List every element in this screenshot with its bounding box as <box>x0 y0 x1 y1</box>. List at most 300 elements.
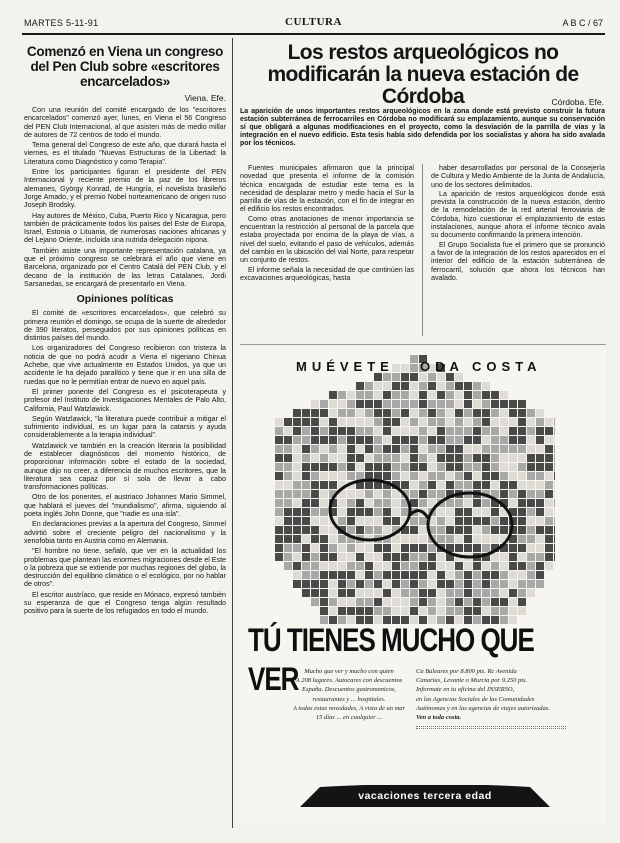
collage-tile <box>392 472 400 480</box>
collage-tile <box>302 589 310 597</box>
collage-tile <box>554 544 555 552</box>
collage-tile <box>536 544 544 552</box>
ad-line: Autónomas y en las agencias de viajes autorizadas. <box>416 704 550 712</box>
collage-tile <box>455 517 463 525</box>
collage-tile <box>500 490 508 498</box>
collage-tile <box>401 544 409 552</box>
collage-tile <box>374 571 382 579</box>
collage-tile <box>509 472 517 480</box>
collage-tile <box>338 562 346 570</box>
collage-tile <box>338 517 346 525</box>
collage-tile <box>545 544 553 552</box>
collage-tile <box>392 409 400 417</box>
collage-tile <box>545 445 553 453</box>
collage-tile <box>275 427 283 435</box>
collage-tile <box>455 535 463 543</box>
collage-tile <box>275 436 283 444</box>
collage-tile <box>356 463 364 471</box>
collage-tile <box>482 517 490 525</box>
collage-tile <box>437 580 445 588</box>
collage-tile <box>536 418 544 426</box>
collage-tile <box>356 544 364 552</box>
collage-tile <box>311 535 319 543</box>
collage-tile <box>500 391 508 399</box>
collage-tile <box>482 535 490 543</box>
collage-tile <box>410 589 418 597</box>
collage-tile <box>401 409 409 417</box>
collage-tile <box>545 436 553 444</box>
collage-tile <box>473 409 481 417</box>
collage-tile <box>347 409 355 417</box>
collage-tile <box>347 454 355 462</box>
collage-tile <box>356 607 364 615</box>
collage-tile <box>365 607 373 615</box>
collage-tile <box>554 553 555 561</box>
collage-tile <box>491 400 499 408</box>
collage-tile <box>518 580 526 588</box>
collage-tile <box>374 382 382 390</box>
collage-tile <box>347 418 355 426</box>
collage-tile <box>428 607 436 615</box>
main-article-title: Los restos arqueológicos no modificarán la nueva estación de Córdoba <box>267 41 579 108</box>
ad-footer-text: vacaciones tercera edad <box>358 790 492 802</box>
collage-tile <box>446 454 454 462</box>
collage-tile <box>446 607 454 615</box>
main-paragraph: La aparición de restos arqueológicos donde está prevista la construcción de la nueva estación, dentro de la remodelación de la red arterial ferroviaria de Córdoba, hizo cuestionar el emplazamiento de estas instalaciones, aunque ahora el informe técnico avala su documento confirmando la primera intención. <box>431 189 605 240</box>
ad-column-left <box>284 667 414 722</box>
collage-tile <box>527 571 535 579</box>
collage-tile <box>374 562 382 570</box>
collage-tile <box>554 445 555 453</box>
collage-tile <box>527 463 535 471</box>
collage-tile <box>329 589 337 597</box>
collage-tile <box>302 445 310 453</box>
collage-tile <box>320 508 328 516</box>
collage-tile <box>500 607 508 615</box>
left-paragraph: "El hombre no tiene, señaló, que ver en la actualidad los problemas que plantean las enormes migraciones desde el Este o la pobreza que se extiende por muchas regiones del globo, la destrucción del equilibrio climático o el ecológico, por no hablar de otros". <box>24 547 226 589</box>
collage-tile <box>419 589 427 597</box>
main-paragraph: El Grupo Socialista fue el primero que se pronunció a favor de la integración de los restos aparecidos en el interior del edificio de la estación subterránea de ferrocarril, solución que ahora los técnicos han avalado. <box>431 240 605 282</box>
article-column-rule <box>422 164 423 336</box>
collage-tile <box>554 517 555 525</box>
collage-tile <box>383 589 391 597</box>
left-paragraph: Watzlawick ve también en la creación literaria la posibilidad de establecer diagnósticos del momento histórico, de proporcionar información sobre el estado de la sociedad, aunque dijo no creer, a diferencia de muchos escritores, que la literatura sea capaz por sí sola de llevar a cabo transformaciones políticas. <box>24 441 226 492</box>
collage-tile <box>302 571 310 579</box>
collage-tile <box>338 508 346 516</box>
collage-tile <box>500 463 508 471</box>
collage-tile <box>284 481 292 489</box>
collage-tile <box>410 427 418 435</box>
left-paragraph: En declaraciones previas a la apertura del Congreso, Simmel advirtió sobre el creciente peligro del nacionalismo y la xenofobia tanto en Austria como en Alemania. <box>24 520 226 545</box>
collage-tile <box>455 391 463 399</box>
collage-tile <box>446 481 454 489</box>
collage-tile <box>455 409 463 417</box>
collage-tile <box>527 562 535 570</box>
collage-tile <box>392 373 400 381</box>
left-article-byline: Viena. Efe. <box>184 93 226 103</box>
collage-tile <box>491 553 499 561</box>
collage-tile <box>554 526 555 534</box>
collage-tile <box>473 598 481 606</box>
collage-tile <box>428 544 436 552</box>
collage-tile <box>365 490 373 498</box>
collage-tile <box>428 580 436 588</box>
collage-tile <box>437 562 445 570</box>
collage-tile <box>392 490 400 498</box>
collage-tile <box>428 562 436 570</box>
collage-tile <box>338 472 346 480</box>
collage-tile <box>446 391 454 399</box>
left-paragraph: Tema general del Congreso de este año, que durará hasta el viernes, es el titulado "Nuevas Estructuras de la Libertad: la Literatura como Diagnóstico y como Terapia". <box>24 141 226 166</box>
collage-tile <box>464 436 472 444</box>
collage-tile <box>329 598 337 606</box>
collage-tile <box>374 553 382 561</box>
collage-tile <box>509 598 517 606</box>
collage-tile <box>509 589 517 597</box>
collage-tile <box>545 481 553 489</box>
column-divider <box>232 38 233 828</box>
collage-tile <box>482 598 490 606</box>
collage-tile <box>383 445 391 453</box>
collage-tile <box>410 391 418 399</box>
collage-tile <box>401 535 409 543</box>
collage-tile <box>455 463 463 471</box>
collage-tile <box>383 571 391 579</box>
section-name: CULTURA <box>285 16 342 28</box>
collage-tile <box>545 517 553 525</box>
collage-tile <box>446 517 454 525</box>
collage-tile <box>437 553 445 561</box>
collage-tile <box>446 445 454 453</box>
collage-tile <box>356 409 364 417</box>
collage-tile <box>527 490 535 498</box>
collage-tile <box>365 454 373 462</box>
ad-footer-label-wrap <box>300 785 550 807</box>
main-paragraph: Como otras anotaciones de menor importancia se encuentran la restricción al personal de la parcela que estaba proyectada por encima de la playa de vías, a nivel del suelo, evitando el paso de vehículos, además del cambio en la ubicación del vial Norte, para respetar un conjunto de restos. <box>240 214 414 265</box>
collage-tile <box>518 571 526 579</box>
collage-tile <box>392 571 400 579</box>
collage-tile <box>473 580 481 588</box>
collage-tile <box>536 436 544 444</box>
collage-tile <box>338 454 346 462</box>
collage-tile <box>464 535 472 543</box>
collage-tile <box>482 427 490 435</box>
collage-tile <box>527 472 535 480</box>
collage-tile <box>509 400 517 408</box>
collage-tile <box>536 463 544 471</box>
collage-tile <box>365 436 373 444</box>
collage-tile <box>347 526 355 534</box>
collage-tile <box>482 454 490 462</box>
left-subhead: Opiniones políticas <box>76 293 174 306</box>
collage-tile <box>383 382 391 390</box>
collage-tile <box>284 544 292 552</box>
collage-tile <box>446 472 454 480</box>
collage-tile <box>338 544 346 552</box>
collage-tile <box>356 508 364 516</box>
collage-tile <box>554 508 555 516</box>
collage-tile <box>419 562 427 570</box>
left-article <box>24 40 226 618</box>
collage-tile <box>473 517 481 525</box>
collage-tile <box>509 562 517 570</box>
collage-tile <box>320 544 328 552</box>
collage-tile <box>365 427 373 435</box>
main-paragraph: El informe señala la necesidad de que continúen las excavaciones arqueológicas, hasta <box>240 265 414 282</box>
collage-tile <box>554 499 555 507</box>
collage-tile <box>518 607 526 615</box>
collage-tile <box>527 427 535 435</box>
collage-tile <box>428 382 436 390</box>
collage-tile <box>320 607 328 615</box>
collage-tile <box>446 373 454 381</box>
collage-tile <box>509 544 517 552</box>
collage-tile <box>419 607 427 615</box>
ad-line: Informate en tu oficina del INSERSO, <box>416 686 515 694</box>
collage-tile <box>437 589 445 597</box>
collage-tile <box>482 445 490 453</box>
collage-tile <box>491 607 499 615</box>
collage-tile <box>356 589 364 597</box>
collage-tile <box>311 589 319 597</box>
collage-tile <box>356 499 364 507</box>
collage-tile <box>527 589 535 597</box>
collage-tile <box>329 472 337 480</box>
ad-line: 15 días ... en cualquier ... <box>315 714 383 722</box>
collage-tile <box>536 508 544 516</box>
collage-tile <box>275 535 283 543</box>
collage-tile <box>356 427 364 435</box>
collage-tile <box>419 598 427 606</box>
collage-tile <box>374 607 382 615</box>
collage-tile <box>311 418 319 426</box>
collage-tile <box>518 535 526 543</box>
collage-tile <box>464 580 472 588</box>
collage-tile <box>500 517 508 525</box>
collage-tile <box>293 436 301 444</box>
collage-tile <box>311 580 319 588</box>
collage-tile <box>437 400 445 408</box>
collage-tile <box>392 607 400 615</box>
collage-tile <box>401 436 409 444</box>
collage-tile <box>347 589 355 597</box>
collage-tile <box>527 508 535 516</box>
collage-tile <box>500 481 508 489</box>
collage-tile <box>329 535 337 543</box>
collage-tile <box>428 490 436 498</box>
collage-tile <box>428 391 436 399</box>
collage-tile <box>365 508 373 516</box>
collage-tile <box>302 481 310 489</box>
collage-tile <box>419 463 427 471</box>
collage-tile <box>311 436 319 444</box>
collage-tile <box>302 562 310 570</box>
collage-tile <box>401 571 409 579</box>
collage-tile <box>329 571 337 579</box>
collage-tile <box>437 490 445 498</box>
collage-tile <box>401 553 409 561</box>
collage-tile <box>518 589 526 597</box>
collage-tile <box>410 517 418 525</box>
collage-tile <box>275 445 283 453</box>
collage-tile <box>293 517 301 525</box>
collage-tile <box>446 589 454 597</box>
collage-tile <box>347 544 355 552</box>
collage-tile <box>428 454 436 462</box>
collage-tile <box>284 517 292 525</box>
collage-tile <box>383 490 391 498</box>
collage-tile <box>311 526 319 534</box>
collage-tile <box>482 607 490 615</box>
collage-tile <box>473 391 481 399</box>
collage-tile <box>527 445 535 453</box>
collage-tile <box>383 562 391 570</box>
collage-tile <box>383 544 391 552</box>
collage-tile <box>437 409 445 417</box>
collage-tile <box>518 427 526 435</box>
collage-tile <box>320 445 328 453</box>
collage-tile <box>446 499 454 507</box>
collage-tile <box>383 580 391 588</box>
collage-tile <box>545 454 553 462</box>
left-paragraph: También asiste una importante representación catalana, ya que el próximo congreso se celebrará el año que viene en Barcelona, organizado por el Centro Català del PEN Club, y el decano de la institución de las letras Catalanes, Jordi Sarsanedas, se encargará de presentarlo en Viena. <box>24 246 226 288</box>
collage-tile <box>509 427 517 435</box>
collage-tile <box>311 454 319 462</box>
collage-tile <box>347 580 355 588</box>
collage-tile <box>338 589 346 597</box>
collage-tile <box>338 418 346 426</box>
collage-tile <box>419 490 427 498</box>
ad-line: en las Agencias Sociales de las Comunidades <box>416 695 535 703</box>
collage-tile <box>284 418 292 426</box>
collage-tile <box>419 472 427 480</box>
collage-tile <box>356 526 364 534</box>
collage-tile <box>320 400 328 408</box>
collage-tile <box>518 499 526 507</box>
collage-tile <box>284 508 292 516</box>
collage-tile <box>509 409 517 417</box>
collage-tile <box>374 544 382 552</box>
collage-tile <box>311 553 319 561</box>
collage-tile <box>428 445 436 453</box>
collage-tile <box>491 454 499 462</box>
collage-tile <box>356 517 364 525</box>
collage-tile <box>320 409 328 417</box>
collage-tile <box>491 598 499 606</box>
collage-tile <box>410 400 418 408</box>
collage-tile <box>392 499 400 507</box>
left-paragraph: El escritor austríaco, que reside en Mónaco, expresó también su esperanza de que el Congreso tenga algún resultado positivo para la suerte de los refugiados en todo el mundo. <box>24 590 226 616</box>
collage-tile <box>464 517 472 525</box>
collage-tile <box>446 508 454 516</box>
collage-tile <box>527 580 535 588</box>
collage-tile <box>410 526 418 534</box>
collage-tile <box>509 490 517 498</box>
collage-tile <box>527 481 535 489</box>
collage-tile <box>518 463 526 471</box>
ad-photo-collage <box>275 355 555 625</box>
collage-tile <box>410 571 418 579</box>
collage-tile <box>329 481 337 489</box>
collage-tile <box>320 517 328 525</box>
collage-tile <box>455 373 463 381</box>
collage-tile <box>545 463 553 471</box>
collage-tile <box>500 454 508 462</box>
collage-tile <box>284 535 292 543</box>
collage-tile <box>410 373 418 381</box>
collage-tile <box>536 535 544 543</box>
collage-tile <box>509 553 517 561</box>
ad-form-line <box>416 726 566 727</box>
collage-tile <box>302 472 310 480</box>
collage-tile <box>383 391 391 399</box>
collage-tile <box>482 400 490 408</box>
collage-tile <box>401 373 409 381</box>
collage-tile <box>464 481 472 489</box>
collage-tile <box>302 454 310 462</box>
collage-tile <box>347 463 355 471</box>
collage-tile <box>446 580 454 588</box>
collage-tile <box>545 526 553 534</box>
collage-tile <box>455 445 463 453</box>
collage-tile <box>293 418 301 426</box>
collage-tile <box>419 436 427 444</box>
collage-tile <box>536 526 544 534</box>
collage-tile <box>356 445 364 453</box>
ad-line: A todas estas novedades, A vista de un mar <box>292 704 406 712</box>
collage-tile <box>374 427 382 435</box>
collage-tile <box>401 580 409 588</box>
collage-tile <box>536 445 544 453</box>
collage-tile <box>500 598 508 606</box>
collage-tile <box>464 472 472 480</box>
collage-tile <box>419 391 427 399</box>
collage-tile <box>518 445 526 453</box>
collage-tile <box>473 526 481 534</box>
collage-tile <box>320 436 328 444</box>
collage-tile <box>491 517 499 525</box>
collage-tile <box>419 454 427 462</box>
collage-tile <box>293 472 301 480</box>
collage-tile <box>374 526 382 534</box>
collage-tile <box>419 571 427 579</box>
collage-tile <box>536 472 544 480</box>
collage-tile <box>356 472 364 480</box>
collage-tile <box>383 463 391 471</box>
collage-tile <box>473 544 481 552</box>
collage-tile <box>374 499 382 507</box>
collage-tile <box>482 481 490 489</box>
collage-tile <box>518 472 526 480</box>
collage-tile <box>491 391 499 399</box>
collage-tile <box>338 598 346 606</box>
collage-tile <box>383 427 391 435</box>
issue-date: MARTES 5-11-91 <box>24 18 99 28</box>
collage-tile <box>482 472 490 480</box>
collage-tile <box>284 445 292 453</box>
collage-tile <box>437 436 445 444</box>
collage-tile <box>302 580 310 588</box>
collage-tile <box>410 454 418 462</box>
collage-tile <box>545 508 553 516</box>
collage-tile <box>338 580 346 588</box>
collage-tile <box>284 427 292 435</box>
collage-tile <box>482 436 490 444</box>
collage-tile <box>410 481 418 489</box>
collage-tile <box>491 526 499 534</box>
collage-tile <box>356 598 364 606</box>
collage-tile <box>464 598 472 606</box>
